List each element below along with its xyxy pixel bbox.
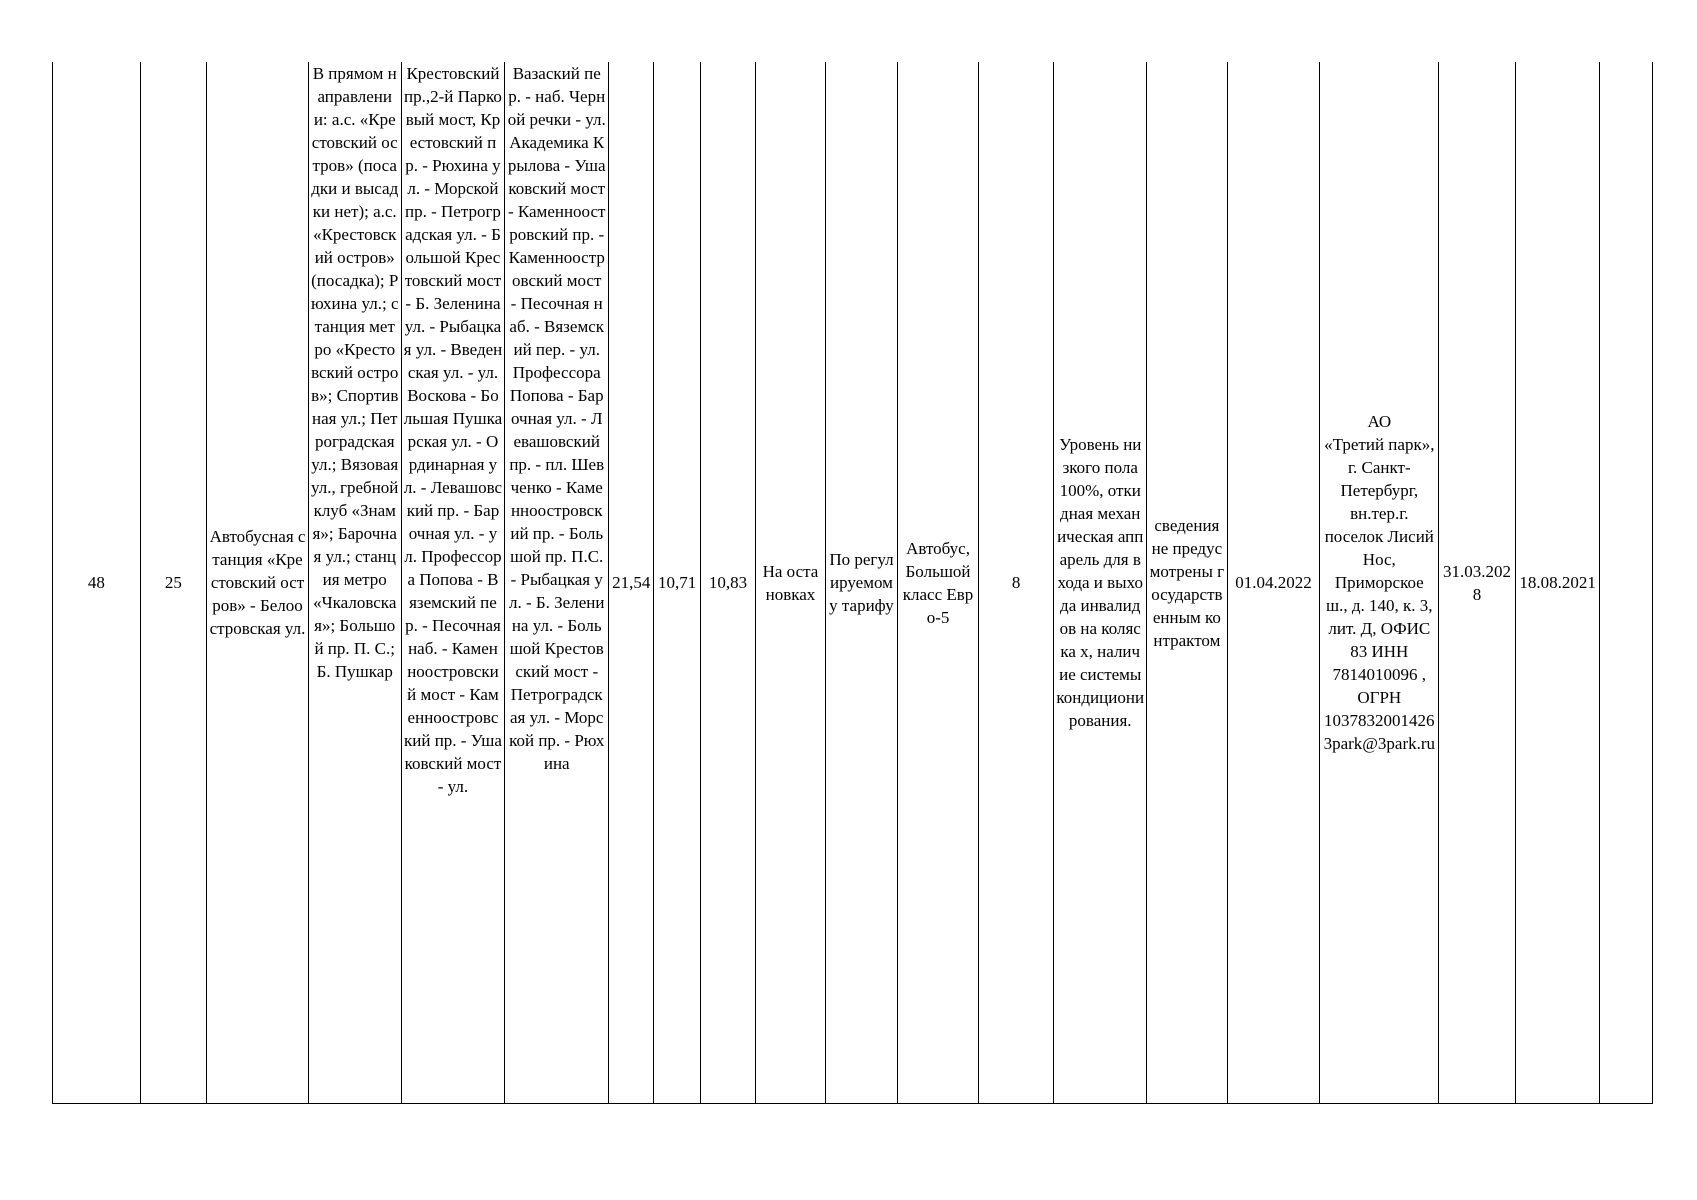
- cell-length-total: 21,54: [609, 62, 654, 1104]
- cell-route-number: 25: [140, 62, 206, 1104]
- cell-tariff: По регулируемому тарифу: [825, 62, 898, 1104]
- carrier-text: АО «Третий парк», г. Санкт-Петербург, вн.тер.г. поселок Лисий Нос, Приморское ш., д. 140, к. 3, лит. Д, ОФИС 83 ИНН 7814010096 , ОГРН 1037832001426 3park@3park.ru: [1323, 412, 1436, 753]
- cell-characteristics: Уровень низкого пола 100%, откидная механическая аппарель для входа и выхода инвалидов на коляска х, наличие системы кондиционирования.: [1054, 62, 1147, 1104]
- cell-end-date: 31.03.2028: [1439, 62, 1516, 1104]
- cell-record-date: 18.08.2021: [1515, 62, 1600, 1104]
- cell-streets-backward: Вазаский пер. - наб. Черной речки - ул. Академика Крылова - Ушаковский мост - Каменноостровский пр. - Каменноостровский мост - Песочная наб. - Вяземский пер. - ул. Профессора Попова - Барочная ул. - Левашовский пр. - пл. Шевченко - Каменноостровский пр. - Большой пр. П.С. - Рыбацкая ул. - Б. Зеленина ул. - Большой Крестовский мост - Петроградская ул. - Морской пр. - Рюхина: [505, 62, 609, 1104]
- cell-vehicle-count: 8: [978, 62, 1054, 1104]
- cell-streets-forward: Крестовский пр.,2-й Парковый мост, Крестовский пр. - Рюхина ул. - Морской пр. - Петроградская ул. - Большой Крестовский мост - Б. Зеленина ул. - Рыбацкая ул. - Введенская ул. - ул. Воскова - Большая Пушкарская ул. - Ординарная ул. - Левашовский пр. - Барочная ул. - ул. Профессора Попова - Вяземский пер. - Песочная наб. - Каменноостровский мост - Каменноостровский пр. - Ушаковский мост - ул.: [401, 62, 505, 1104]
- cell-stop-order: На остановках: [756, 62, 826, 1104]
- cell-length-backward: 10,83: [700, 62, 755, 1104]
- route-registry-table: [52, 62, 1653, 1104]
- cell-vehicle: Автобус, Большой класс Евро-5: [898, 62, 979, 1104]
- cell-start-date: 01.04.2022: [1227, 62, 1320, 1104]
- cell-stops: В прямом направлении: а.с. «Крестовский остров» (посадки и высадки нет); а.с. «Крестовский остров» (посадка); Рюхина ул.; станция метро «Крестовский остров»; Спортивная ул.; Петроградская ул.; Вязовая ул., гребной клуб «Знамя»; Барочная ул.; станция метро «Чкаловская»; Большой пр. П. С.; Б. Пушкар: [308, 62, 401, 1104]
- cell-carrier: [1320, 62, 1439, 1104]
- cell-empty: [1600, 62, 1653, 1104]
- cell-length-forward: 10,71: [654, 62, 700, 1104]
- cell-route-name: Автобусная станция «Крестовский остров» - Белоостровская ул.: [207, 62, 309, 1104]
- cell-contract: сведения не предусмотрены государственным контрактом: [1147, 62, 1228, 1104]
- cell-number-total: 48: [53, 62, 141, 1104]
- table-row: [53, 62, 1653, 1104]
